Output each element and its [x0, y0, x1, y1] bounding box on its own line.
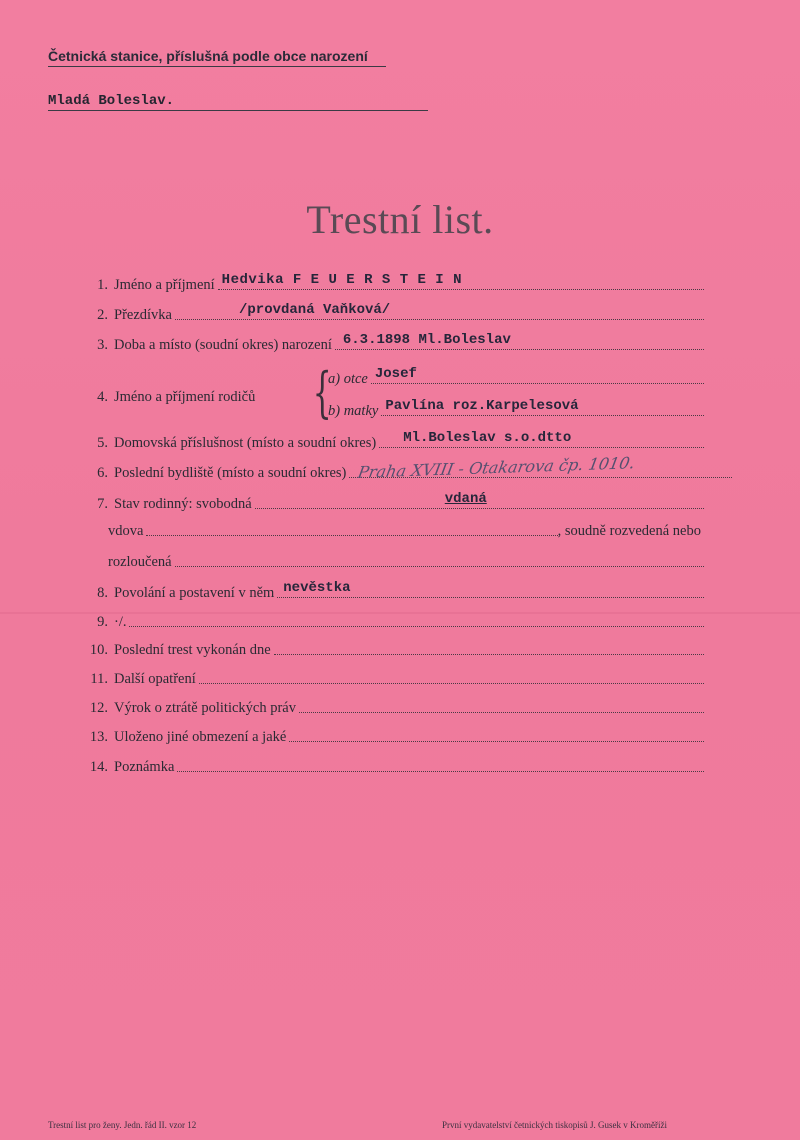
field-value: Hedvika F E U E R S T E I N [221, 272, 463, 288]
field-number: 5. [97, 435, 108, 451]
field-line [255, 491, 704, 509]
footer-form-id: Trestní list pro ženy. Jedn. řád II. vzor 12 [48, 1120, 197, 1130]
field-label: Poznámka [114, 759, 175, 775]
field-label: rozloučená [108, 554, 172, 570]
field-line [335, 332, 704, 350]
field-line [274, 640, 704, 655]
field-number: 1. [97, 277, 108, 293]
field-last-sentence [82, 637, 704, 659]
field-9 [82, 609, 704, 631]
field-label: Další opatření [114, 671, 196, 687]
field-number: 9. [97, 614, 108, 630]
field-label: Povolání a postavení v něm [114, 585, 275, 601]
field-line [379, 430, 704, 448]
field-number: 14. [89, 759, 108, 775]
field-political-rights [82, 695, 704, 717]
field-label: Poslední bydliště (místo a soudní okres) [114, 465, 347, 481]
field-value: Josef [374, 366, 417, 382]
field-line [175, 552, 704, 567]
field-line [218, 272, 704, 290]
field-line [371, 366, 704, 384]
field-line [177, 757, 704, 772]
field-label: Jméno a příjmení rodičů [114, 389, 256, 405]
field-value: vdaná [444, 491, 487, 507]
field-label: Poslední trest vykonán dne [114, 642, 271, 658]
field-value: Ml.Boleslav s.o.dtto [403, 430, 572, 446]
field-line [349, 453, 732, 482]
brace-glyph: { [312, 361, 332, 424]
field-nickname [82, 302, 704, 324]
field-domicile [82, 430, 704, 452]
field-line [289, 727, 704, 742]
field-line [381, 398, 704, 416]
field-label: Domovská příslušnost (místo a soudní okres) [114, 435, 377, 451]
field-label: Přezdívka [114, 307, 172, 323]
field-number: 11. [90, 671, 108, 687]
handwritten-value: Praha XVIII - Otakarova čp. 1010. [356, 453, 637, 482]
field-label: Jméno a příjmení [114, 277, 215, 293]
field-number: 12. [89, 700, 108, 716]
field-marital-line3 [108, 549, 704, 571]
field-label: Doba a místo (soudní okres) narození [114, 337, 332, 353]
field-occupation [82, 580, 704, 602]
field-birth [82, 332, 704, 354]
field-note [82, 754, 704, 776]
field-line [299, 698, 704, 713]
field-value: /provdaná Vaňková/ [238, 302, 391, 318]
field-line [175, 302, 704, 320]
field-label: Uloženo jiné obmezení a jaké [114, 729, 287, 745]
field-marital-status [82, 491, 704, 513]
field-mother [328, 398, 704, 420]
field-number: 13. [89, 729, 108, 745]
field-line [129, 612, 704, 627]
field-label: b) matky [328, 403, 379, 419]
field-label: , soudně rozvedená nebo [557, 523, 701, 539]
field-label: a) otce [328, 371, 368, 387]
field-value: nevěstka [283, 580, 351, 596]
field-other-restriction [82, 724, 704, 746]
field-marital-line2 [108, 518, 704, 540]
field-label: Výrok o ztrátě politických práv [114, 700, 296, 716]
field-number: 4. [97, 389, 108, 405]
field-father [328, 366, 704, 388]
field-label: Stav rodinný: svobodná [114, 496, 252, 512]
field-label: ·/. [114, 614, 127, 630]
field-number: 8. [97, 585, 108, 601]
field-number: 7. [97, 496, 108, 512]
field-last-residence [82, 453, 732, 482]
field-parents [82, 384, 258, 406]
station-value: Mladá Boleslav. [48, 93, 428, 111]
field-number: 6. [97, 465, 108, 481]
field-value: 6.3.1898 Ml.Boleslav [342, 332, 511, 348]
footer-publisher: První vydavatelství četnických tiskopisů J. Gusek v Kroměříži [442, 1120, 667, 1130]
field-further-measures [82, 666, 704, 688]
field-line [146, 521, 557, 536]
field-line [277, 580, 704, 598]
field-name [82, 272, 704, 294]
station-label: Četnická stanice, příslušná podle obce narození [48, 48, 386, 67]
field-label: vdova [108, 523, 144, 539]
field-value: Pavlína roz.Karpelesová [385, 398, 579, 414]
field-number: 3. [97, 337, 108, 353]
field-number: 2. [97, 307, 108, 323]
field-line [199, 669, 704, 684]
field-number: 10. [89, 642, 108, 658]
document-title: Trestní list. [306, 197, 494, 242]
